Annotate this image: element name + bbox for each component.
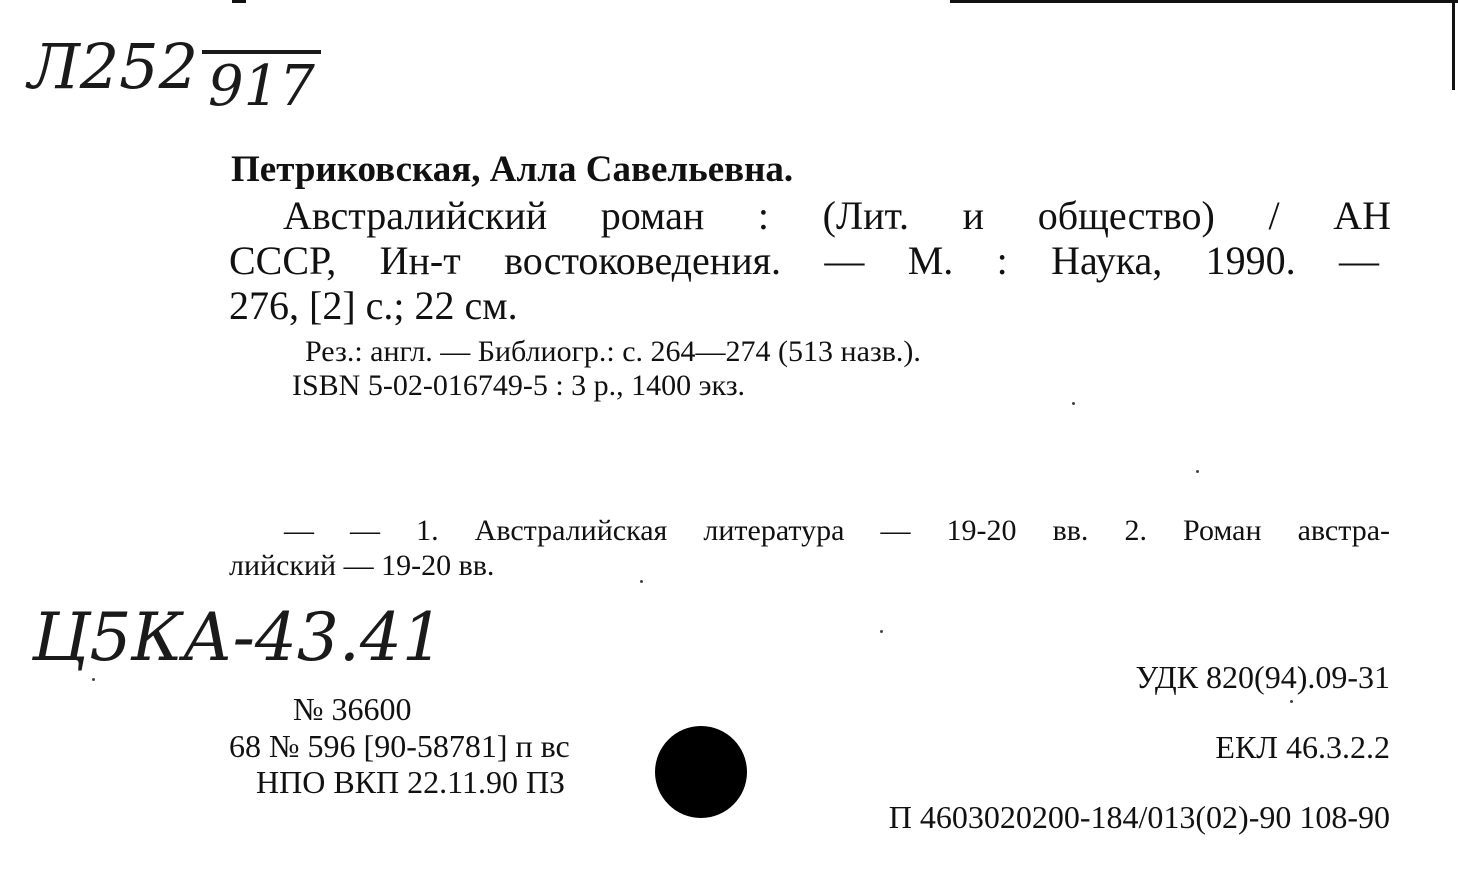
top-edge-mark-right <box>950 0 1458 3</box>
scan-speck <box>1196 470 1199 473</box>
ekl-code: ЕКЛ 46.3.2.2 <box>1215 729 1390 765</box>
subjects-line-2: лийский — 19-20 вв. <box>229 549 495 582</box>
record-number: № 36600 <box>293 691 412 727</box>
scan-speck <box>880 630 883 633</box>
punch-hole <box>655 726 747 818</box>
scan-speck <box>1072 402 1075 405</box>
title-line-3: 276, [2] с.; 22 см. <box>229 283 518 328</box>
order-line: 68 № 596 [90-58781] п вс <box>229 728 570 764</box>
scan-speck <box>640 580 643 583</box>
notes-line-2: ISBN 5-02-016749-5 : 3 р., 1400 экз. <box>292 369 746 402</box>
top-edge-mark-left <box>232 0 246 3</box>
index-code: П 4603020200-184/013(02)-90 108-90 <box>888 799 1390 835</box>
handwritten-shelfmark: Л252 <box>28 30 199 103</box>
npo-line: НПО ВКП 22.11.90 ПЗ <box>256 764 566 800</box>
scan-speck <box>92 678 95 681</box>
notes-line-1: Рез.: англ. — Библиогр.: с. 264—274 (513 назв.). <box>305 335 921 368</box>
handwritten-class-code: Ц5КА-43.41 <box>32 599 444 676</box>
right-edge-mark <box>1452 0 1455 90</box>
title-line-2: СССР, Ин-т востоковедения. — М. : Наука, 1990. — <box>229 238 1379 283</box>
udk-code: УДК 820(94).09-31 <box>1135 659 1390 695</box>
author-heading: Петриковская, Алла Савельевна. <box>231 149 794 190</box>
subjects-line-1: — — 1. Австралийская литература — 19-20 вв. 2. Роман австра- <box>284 514 1390 547</box>
title-line-1: Австралийский роман : (Лит. и общество) / АН <box>283 193 1391 238</box>
handwritten-shelfmark-sub: 917 <box>202 50 321 120</box>
scan-speck <box>1290 700 1293 703</box>
